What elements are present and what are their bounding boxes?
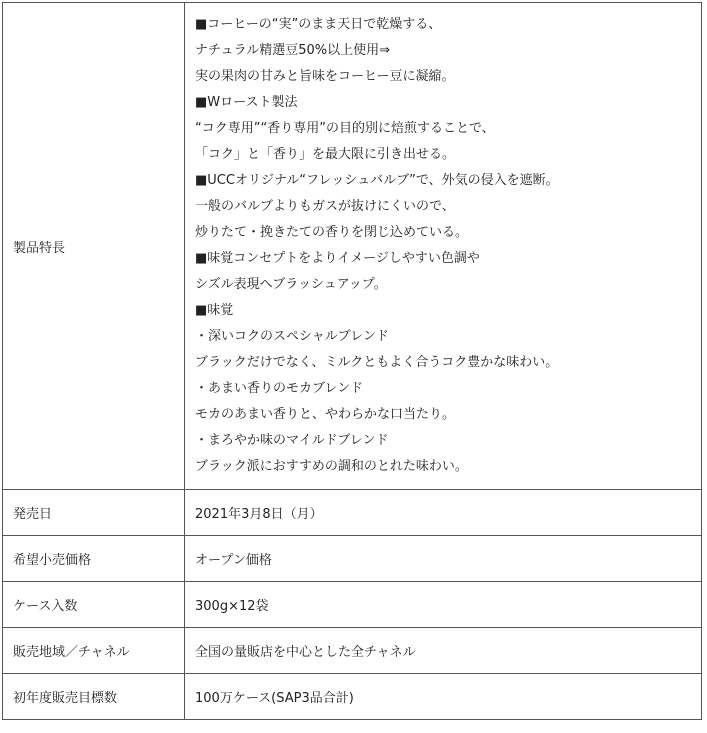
feature-line: ■味覚コンセプトをよりイメージしやすい色調や — [195, 251, 480, 266]
feature-line: ・深いコクのスペシャルブレンド — [195, 329, 389, 344]
release-date-value: 2021年3月8日（月） — [185, 490, 702, 536]
table-row-retail-price — [3, 536, 702, 582]
feature-line: ブラックだけでなく、ミルクともよく合うコク豊かな味わい。 — [195, 355, 559, 370]
case-quantity-value: 300g×12袋 — [185, 582, 702, 628]
table-row-sales-target — [3, 674, 702, 720]
sales-target-value: 100万ケース(SAP3品合計) — [185, 674, 702, 720]
table-row-sales-channel — [3, 628, 702, 674]
feature-line: 実の果肉の甘みと旨味をコーヒー豆に凝縮。 — [195, 69, 455, 84]
sales-channel-value: 全国の量販店を中心とした全チャネル — [185, 628, 702, 674]
product-spec-table — [2, 2, 702, 720]
table-row-features — [3, 3, 702, 490]
feature-line: ■味覚 — [195, 303, 234, 318]
table-row-case-quantity — [3, 582, 702, 628]
features-label: 製品特長 — [3, 3, 185, 490]
feature-line: ■UCCオリジナル“フレッシュバルブ”で、外気の侵入を遮断。 — [195, 173, 559, 188]
retail-price-label: 希望小売価格 — [3, 536, 185, 582]
feature-line: ナチュラル精選豆50%以上使用⇒ — [195, 43, 391, 58]
table-row-release-date — [3, 490, 702, 536]
feature-line: ・まろやか味のマイルドブレンド — [195, 433, 389, 448]
feature-line: ■コーヒーの“実”のまま天日で乾燥する、 — [195, 17, 442, 32]
feature-line: “コク専用”“香り専用”の目的別に焙煎することで、 — [195, 121, 495, 136]
feature-line: ■Wロースト製法 — [195, 95, 298, 110]
feature-line: 炒りたて・挽きたての香りを閉じ込めている。 — [195, 225, 469, 240]
feature-line: モカのあまい香りと、やわらかな口当たり。 — [195, 407, 456, 422]
sales-channel-label: 販売地域／チャネル — [3, 628, 185, 674]
retail-price-value: オープン価格 — [185, 536, 702, 582]
feature-line: ・あまい香りのモカブレンド — [195, 381, 364, 396]
feature-line: シズル表現へブラッシュアップ。 — [195, 277, 387, 292]
feature-line: ブラック派におすすめの調和のとれた味わい。 — [195, 459, 468, 474]
feature-line: 「コク」と「香り」を最大限に引き出せる。 — [195, 147, 456, 162]
case-quantity-label: ケース入数 — [3, 582, 185, 628]
features-value — [185, 3, 702, 490]
feature-line: 一般のバルブよりもガスが抜けにくいので、 — [195, 199, 455, 214]
release-date-label: 発売日 — [3, 490, 185, 536]
sales-target-label: 初年度販売目標数 — [3, 674, 185, 720]
